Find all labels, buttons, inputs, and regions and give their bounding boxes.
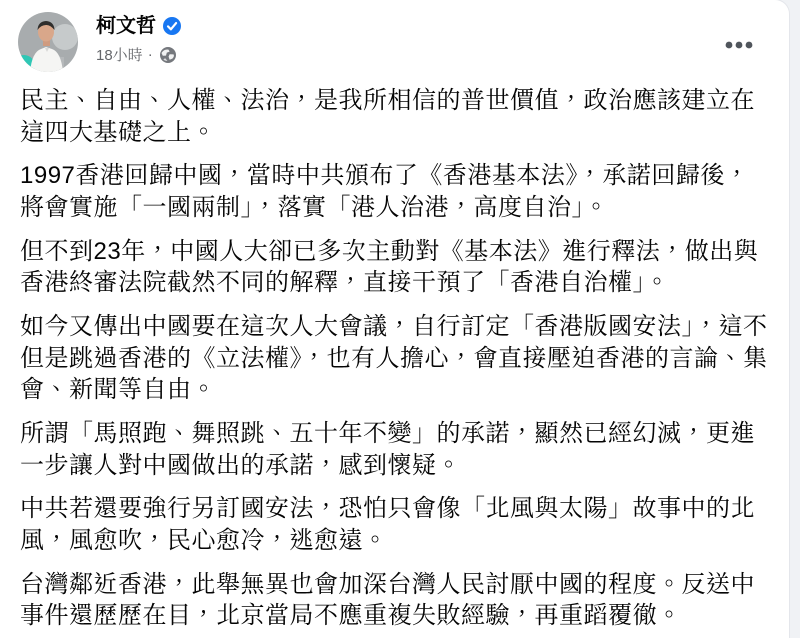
meta-separator: · [147,46,153,63]
post-paragraph: 台灣鄰近香港，此舉無異也會加深台灣人民討厭中國的程度。反送中事件還歷歷在目，北京當局不應重複失敗經驗，再重蹈覆徹。 [20,570,755,630]
timestamp-link[interactable] [96,44,181,65]
globe-icon [160,47,176,63]
post-paragraph: 但不到23年，中國人大卻已多次主動對《基本法》進行釋法，做出與香港終審法院截然不同的解釋，直接干預了「香港自治權」。 [20,237,759,297]
timestamp: 18小時 [96,47,143,64]
verified-badge-icon [163,17,181,35]
author-name[interactable]: 柯文哲 [96,15,156,37]
post-paragraph: 如今又傳出中國要在這次人大會議，自行訂定「香港版國安法」，這不但是跳過香港的《立法權》，也有人擔心，會直接壓迫香港的言論、集會、新聞等自由。 [20,313,768,404]
post-paragraph: 1997香港回歸中國，當時中共頒布了《香港基本法》，承諾回歸後，將會實施「一國兩制」，落實「港人治港，高度自治」。 [20,162,750,222]
three-dots-icon [725,41,753,49]
avatar[interactable] [18,12,78,72]
post-paragraph: 民主、自由、人權、法治，是我所相信的普世價值，政治應該建立在這四大基礎之上。 [20,87,755,146]
post-paragraph: 中共若還要強行另訂國安法，恐怕只會像「北風與太陽」故事中的北風，風愈吹，民心愈冷，逃愈遠。 [20,495,755,555]
post-body [0,72,789,632]
post-paragraph: 所謂「馬照跑、舞照跳、五十年不變」的承諾，顯然已經幻滅，更進一步讓人對中國做出的承諾，感到懷疑。 [20,420,755,479]
more-options-button[interactable] [721,33,757,57]
avatar-photo [18,12,78,72]
post-header [0,0,789,72]
author-row [96,15,181,37]
header-meta [96,12,181,65]
